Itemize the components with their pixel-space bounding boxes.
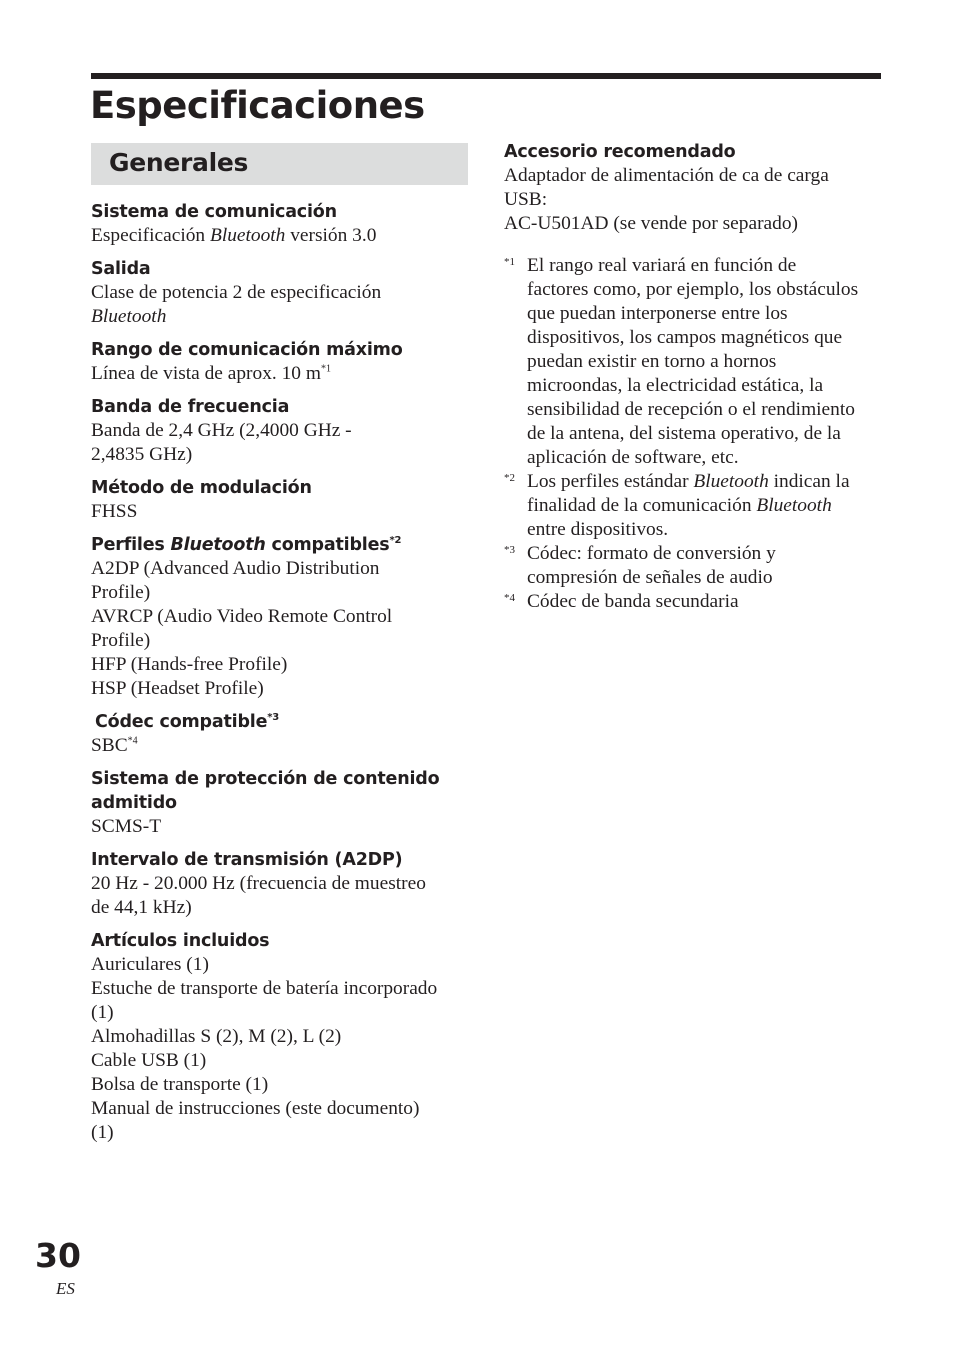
left-column [91, 200, 471, 1154]
list-item: Auriculares (1) [91, 954, 209, 975]
footnote-mark: *1 [504, 256, 515, 268]
spec-label: Perfiles Bluetooth compatibles$^{*2}$ [91, 535, 402, 555]
spec-label: Salida [91, 259, 151, 279]
spec-perfiles [91, 533, 471, 701]
top-rule [91, 73, 881, 79]
section-title: Generales [109, 148, 249, 177]
list-item: Cable USB (1) [91, 1050, 207, 1071]
list-item: Manual de instrucciones (este documento) [91, 1098, 420, 1119]
list-item: (1) [91, 1002, 114, 1023]
language-code: ES [56, 1279, 75, 1298]
list-item: Profile) [91, 630, 151, 651]
footnote-ref: *1 [320, 363, 331, 375]
spec-label: Sistema de comunicación [91, 202, 337, 222]
brand-text: Bluetooth [91, 306, 167, 327]
list-item: Almohadillas S (2), M (2), L (2) [91, 1026, 342, 1047]
footnote-4: *4 Códec de banda secundaria [504, 591, 739, 612]
page-title: Especificaciones [90, 84, 425, 127]
spec-intervalo [91, 848, 471, 920]
spec-label: Códec compatible$^{*3}$ [95, 712, 280, 732]
footnote-mark: *3 [504, 544, 515, 556]
spec-value: FHSS [91, 501, 138, 522]
spec-label: Sistema de protección de contenido [91, 769, 440, 789]
spec-value: SCMS-T [91, 816, 162, 837]
footnote-ref: *2 [389, 535, 402, 547]
brand-text: Bluetooth [170, 535, 266, 555]
spec-value: Banda de 2,4 GHz (2,4000 GHz - [91, 420, 352, 441]
section-header [91, 143, 468, 185]
footnote-mark: *4 [504, 592, 515, 604]
spec-label: Accesorio recomendado [504, 142, 736, 162]
footnote-ref: *4 [127, 735, 138, 747]
page-number: 30 [35, 1236, 81, 1275]
list-item: A2DP (Advanced Audio Distribution [91, 558, 380, 579]
list-item: AVRCP (Audio Video Remote Control [91, 606, 393, 627]
spec-accesorio [504, 140, 884, 236]
spec-salida [91, 257, 471, 329]
list-item: Profile) [91, 582, 151, 603]
spec-modulacion [91, 476, 471, 524]
spec-value: AC-U501AD (se vende por separado) [504, 213, 799, 234]
spec-value: 20 Hz - 20.000 Hz (frecuencia de muestreo [91, 873, 426, 894]
spec-banda [91, 395, 471, 467]
spec-value: Especificación Bluetooth versión 3.0 [91, 225, 377, 246]
spec-value: de 44,1 kHz) [91, 897, 192, 918]
spec-label: admitido [91, 793, 177, 813]
brand-text: Bluetooth [693, 471, 769, 492]
spec-label: Banda de frecuencia [91, 397, 290, 417]
brand-text: Bluetooth [209, 225, 286, 246]
spec-label: Método de modulación [91, 478, 312, 498]
list-item: Estuche de transporte de batería incorporado [91, 978, 438, 999]
list-item: Bolsa de transporte (1) [91, 1074, 269, 1095]
spec-value: USB: [504, 189, 548, 210]
spec-rango [91, 338, 471, 386]
spec-sistema-comunicacion [91, 200, 471, 248]
list-item: HFP (Hands-free Profile) [91, 654, 288, 675]
spec-proteccion [91, 767, 471, 839]
footnote-2: *2 Los perfiles estándar Bluetooth indican la finalidad de la comunicación Bluetooth entre dispositivos. [504, 471, 850, 540]
footnotes [504, 254, 884, 614]
spec-value: SBC$^{*4}$ [91, 735, 138, 756]
spec-label: Artículos incluidos [91, 931, 270, 951]
spec-value: Adaptador de alimentación de ca de carga [504, 165, 829, 186]
footnote-ref: *3 [267, 712, 280, 724]
footnote-1: *1 El rango real variará en función de factores como, por ejemplo, los obstáculos que puedan interponerse entre los dispositivos, los campos magnéticos que puedan existir en torno a hornos microondas, la electricidad estática, la sensibilidad de recepción o el rendimiento de la antena, del sistema operativo, de la aplicación de software, etc. [504, 255, 859, 468]
footnote-3: *3 Códec: formato de conversión y compresión de señales de audio [504, 543, 776, 588]
spec-label: Rango de comunicación máximo [91, 340, 403, 360]
spec-value: 2,4835 GHz) [91, 444, 193, 465]
spec-label: Intervalo de transmisión (A2DP) [91, 850, 403, 870]
spec-value: Clase de potencia 2 de especificación [91, 282, 382, 303]
list-item: HSP (Headset Profile) [91, 678, 264, 699]
list-item: (1) [91, 1122, 114, 1143]
brand-text: Bluetooth [756, 495, 832, 516]
right-column [504, 140, 884, 614]
spec-codec [91, 710, 471, 758]
footnote-mark: *2 [504, 472, 515, 484]
spec-articulos [91, 929, 471, 1145]
spec-value: Línea de vista de aprox. 10 $m^{*1}$ [91, 363, 331, 384]
